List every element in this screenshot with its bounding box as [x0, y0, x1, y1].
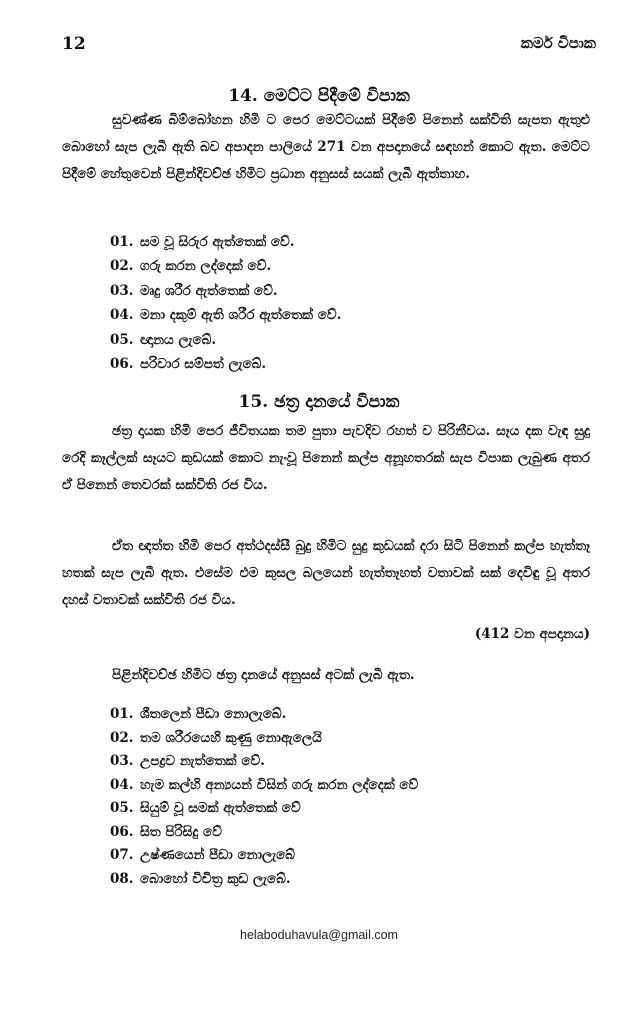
page-number: 12 [62, 34, 86, 54]
list-item [110, 868, 590, 892]
list-item-text: සිත පිරිසිදු වේ [140, 823, 222, 840]
list-item-text: සම වූ සිරුර ඇත්තෙක් වේ. [140, 234, 295, 250]
section-15-intro: පිළින්දිවච්ඡ හිමිට ඡත්‍ර දානයේ අනුසස් අටක් ලැබී ඇත. [112, 667, 415, 683]
list-item-number: 05. [110, 331, 134, 348]
list-item [110, 279, 590, 303]
list-item [110, 230, 590, 254]
list-item-text: ඥානය ලැබේ. [140, 331, 217, 348]
section-15-paragraph-1: ඡත්‍ර දායක හිමි පෙර ජීවිතයක තම පුතා පැවදිව රහත් ව පිරිනීවය. සෑය දක වැඳ සුදු රෙදි කෑල්ලක් සෑයට කුඩයක් කොට නැංවූ පිනෙන් කල්ප අනූහතරක් සැප විපාක ලැබුණ අතර ඒ පිනෙන් තෙවරක් සක්විති රජ විය. [62, 423, 590, 493]
list-item-text: පරිවාර සම්පත් ලැබේ. [140, 355, 267, 372]
list-item [110, 797, 590, 821]
list-item [110, 254, 590, 278]
section-14-paragraph: සුවණ්ණ බිම්බෝහන හිමි ට පෙර මෙට්ටයක් පිදීමේ පිනෙන් සක්විති සැපත ඇතුළු බොහෝ සැප ලැබී ඇති බව අපාදන පාලියේ 271 වන අපදානයේ සඳහන් කොට ඇත. මෙට්ට පිදීමේ හේතුවෙන් පිළින්දිවච්ඡ හිමිට ප්‍රධාන අනුසස් සයක් ලැබී ඇත්තාහ. [62, 112, 590, 182]
list-item-text: උපද්‍රව නැත්තෙක් වේ. [140, 753, 265, 769]
list-item-text: සියුම් වූ සමක් ඇත්තෙක් වේ [140, 800, 301, 816]
list-item-number: 02. [110, 729, 134, 746]
list-item-text: බොහෝ විචිත්‍ර කුඩ ලැබේ. [140, 870, 291, 887]
section-14-title: 14. මෙට්ට පිදීමේ විපාක [228, 86, 410, 106]
list-item [110, 703, 590, 727]
list-item-number: 06. [110, 355, 134, 372]
list-item-number: 04. [110, 307, 134, 324]
list-item-number: 05. [110, 800, 134, 816]
list-item-number: 02. [110, 258, 134, 275]
list-item [110, 844, 590, 868]
section-15-title: 15. ඡත්‍ර දානයේ විපාක [238, 392, 400, 412]
footer-email: helaboduhavula@gmail.com [240, 928, 398, 942]
list-item-number: 07. [110, 847, 134, 863]
list-item-text: මනා දකුම් ඇති ශරීර ඇත්තෙක් වේ. [140, 307, 342, 324]
section-15-list [110, 703, 590, 891]
list-item-text: තම ශරීරයෙහි කුණු නොඇලෙයි [140, 729, 322, 746]
list-item-number: 03. [110, 753, 134, 769]
list-item-number: 06. [110, 823, 134, 840]
list-item-text: ශීතලෙන් පීඩා නොලැබේ. [140, 706, 287, 722]
list-item-number: 04. [110, 776, 134, 793]
list-item [110, 727, 590, 751]
list-item-number: 08. [110, 870, 134, 887]
list-item [110, 328, 590, 352]
list-item [110, 352, 590, 376]
list-item-text: මෘදු ශරීර ඇත්තෙක් වේ. [140, 282, 278, 299]
citation: (412 වන අපදානය) [474, 626, 590, 642]
section-14-list [110, 230, 590, 376]
list-item [110, 774, 590, 798]
list-item-number: 01. [110, 706, 134, 722]
list-item [110, 750, 590, 774]
list-item-text: හැම කල්හි අන්‍යයන් විසින් ගරු කරන ලද්දෙක් වේ [140, 776, 419, 793]
list-item [110, 303, 590, 327]
list-item-text: ගරු කරන ලද්දෙක් වේ. [140, 258, 272, 275]
list-item-text: උෂ්ණයෙන් පීඩා නොලැබේ [140, 847, 295, 863]
section-15-paragraph-2: ඒත ඥත්ත හිමි පෙර අත්ථදස්සී බුදු හිමිට සුදු කුඩයක් දරා සිටි පිනෙන් කල්ප හැත්තෑ හතක් සැප ලැබී ඇත. එසේම එම කුසල බලයෙන් හැත්තෑහත් වතාවක් සක් දෙවිඳු වූ අතර දහස් වතාවක් සක්විති රජ විය. [62, 538, 590, 608]
list-item-number: 01. [110, 234, 134, 250]
list-item [110, 821, 590, 845]
running-title: කර්ම විපාක [520, 34, 596, 52]
page-header [62, 34, 596, 58]
list-item-number: 03. [110, 282, 134, 299]
